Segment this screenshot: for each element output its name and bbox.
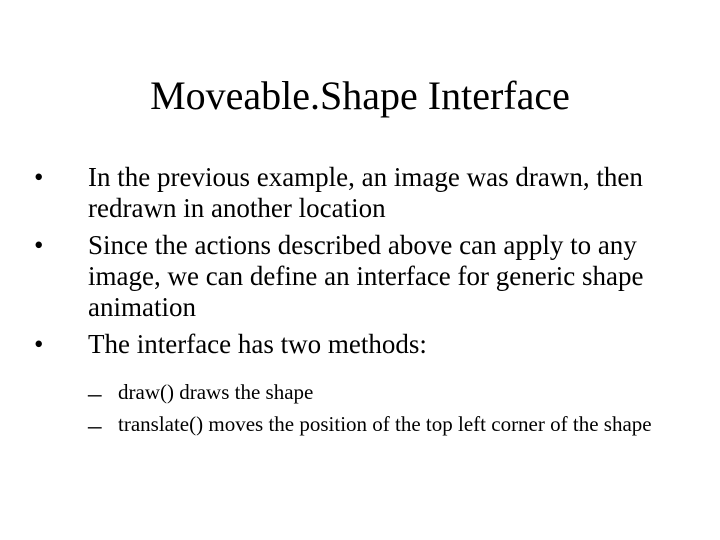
- sub-bullet-item: [88, 410, 706, 438]
- bullet-marker: •: [34, 329, 44, 359]
- sub-bullet-item: [88, 378, 706, 406]
- sub-bullet-text: draw() draws the shape: [118, 380, 314, 404]
- bullet-item: [26, 162, 706, 224]
- slide-title: Moveable.Shape Interface: [150, 73, 570, 118]
- sub-bullet-marker: –: [88, 410, 102, 440]
- sub-bullet-list: [88, 378, 706, 438]
- bullet-text: The interface has two methods:: [88, 329, 427, 359]
- bullet-marker: •: [34, 230, 44, 260]
- bullet-text: In the previous example, an image was drawn, then redrawn in another location: [88, 162, 643, 223]
- bullet-item: [26, 230, 706, 323]
- sub-bullet-text: translate() moves the position of the top left corner of the shape: [118, 412, 652, 436]
- bullet-marker: •: [34, 162, 44, 192]
- bullet-item: [26, 329, 706, 438]
- sub-bullet-marker: –: [88, 378, 102, 408]
- bullet-list: [26, 162, 706, 444]
- bullet-text: Since the actions described above can apply to any image, we can define an interface for generic shape animation: [88, 230, 644, 322]
